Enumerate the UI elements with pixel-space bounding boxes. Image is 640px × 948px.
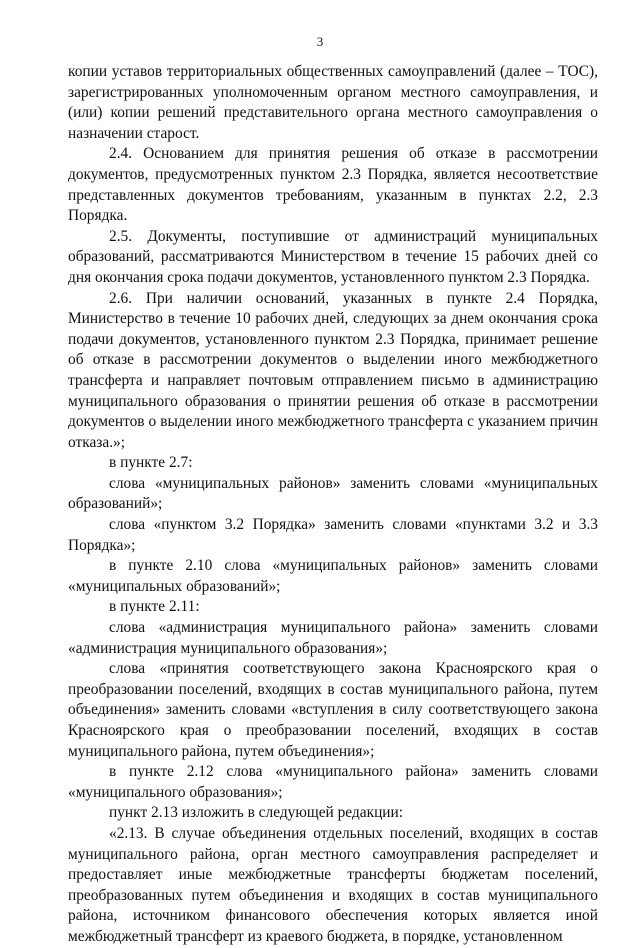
paragraph-replace-administraciya: слова «администрация муниципального района» заменить словами «администрация муниципального образования»; xyxy=(68,619,598,657)
paragraph-replace-punktom: слова «пунктом 3.2 Порядка» заменить словами «пунктами 3.2 и 3.3 Порядка»; xyxy=(68,516,598,554)
paragraph-2-13: «2.13. В случае объединения отдельных поселений, входящих в состав муниципального района, орган местного самоуправления распределяет и предоставляет иные межбюджетные трансферты бюджетам поселений, преобразованных путем объединения и входящих в состав муниципального района, источником финансового обеспечения которых является иной межбюджетный трансферт из краевого бюджета, в порядке, установленном xyxy=(68,824,598,945)
paragraph-2-5: 2.5. Документы, поступившие от администраций муниципальных образований, рассматриваются Министерством в течение 15 рабочих дней со дня окончания срока подачи документов, установленного пунктом 2.3 Порядка. xyxy=(68,227,598,286)
paragraph-punkt-2-10: в пункте 2.10 слова «муниципальных районов» заменить словами «муниципальных образований»; xyxy=(68,557,598,595)
paragraph-replace-prinyatiya: слова «принятия соответствующего закона Красноярского края о преобразовании поселений, входящих в состав муниципального района, путем объединения» заменить словами «вступления в силу соответствующего закона Красноярского края о преобразовании поселений, входящих в состав муниципального района, путем объединения»; xyxy=(68,660,598,760)
page-number: 3 xyxy=(316,34,324,49)
paragraph-punkt-2-12: в пункте 2.12 слова «муниципального района» заменить словами «муниципального образования»; xyxy=(68,763,598,801)
paragraph-2-6: 2.6. При наличии оснований, указанных в пункте 2.4 Порядка, Министерство в течение 10 рабочих дней, следующих за днем окончания срока подачи документов, установленного пунктом 2.3 Порядка, принимает решение об отказе в рассмотрении документов о выделении иного межбюджетного трансферта и направляет почтовым отправлением письмо в администрацию муниципального образования о принятии решения об отказе в рассмотрении документов о выделении иного межбюджетного трансферта с указанием причин отказа.»; xyxy=(68,289,598,451)
paragraph-ustavy: копии уставов территориальных общественных самоуправлений (далее – ТОС), зарегистрированных уполномоченным органом местного самоуправления, и (или) копии решений представительного органа местного самоуправления о назначении старост. xyxy=(68,63,598,142)
paragraph-punkt-2-7: в пункте 2.7: xyxy=(109,454,193,472)
paragraph-replace-rayonov: слова «муниципальных районов» заменить словами «муниципальных образований»; xyxy=(68,474,598,513)
document-body xyxy=(68,62,598,948)
paragraph-punkt-2-11: в пункте 2.11: xyxy=(109,598,200,616)
paragraph-2-4: 2.4. Основанием для принятия решения об отказе в рассмотрении документов, предусмотренных пунктом 2.3 Порядка, является несоответствие представленных документов требованиям, указанным в пунктах 2.2, 2.3 Порядка. xyxy=(68,145,598,225)
paragraph-punkt-2-13-intro: пункт 2.13 изложить в следующей редакции: xyxy=(109,804,404,822)
